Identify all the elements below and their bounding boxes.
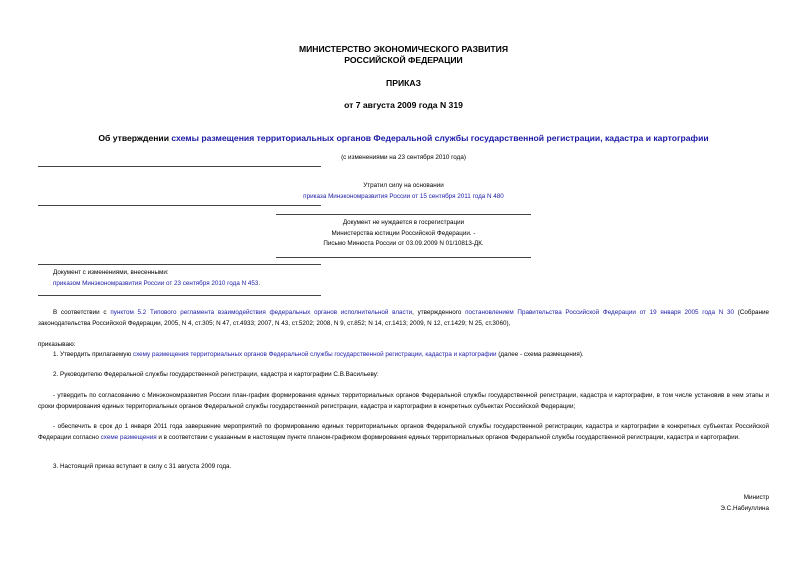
divider bbox=[38, 166, 321, 167]
amended-note: (с изменениями на 23 сентября 2010 года) bbox=[341, 154, 466, 161]
doc-type: ПРИКАЗ bbox=[386, 78, 421, 88]
item-1-text-a: 1. Утвердить прилагаемую bbox=[53, 351, 133, 358]
item-2b bbox=[38, 422, 769, 443]
item-1 bbox=[53, 350, 773, 361]
regulation-link[interactable]: пунктом 5.2 Типового регламента взаимодействия федеральных органов исполнительной власти bbox=[110, 309, 413, 316]
item-2a: - утвердить по согласованию с Минэкономразвития России план-график формирования единых территориальных органов Федеральной службы государственной регистрации, кадастра и картографии, в том числе установив в нем этапы и сроки формирования единых территориальных органов Федеральной службы государственной регистрации, кадастра и картографии в конкретных субъектах Российской Федерации; bbox=[38, 392, 769, 410]
title-prefix: Об утверждении bbox=[98, 133, 172, 143]
preamble-text-2: , утвержденного bbox=[412, 309, 466, 316]
divider bbox=[276, 257, 531, 258]
item-1-text-b: (далее - схема размещения). bbox=[496, 351, 584, 358]
registration-line-1: Документ не нуждается в госрегистрации bbox=[342, 219, 465, 226]
ministry-name bbox=[0, 44, 807, 66]
item-3: 3. Настоящий приказ вступает в силу с 31 августа 2009 года. bbox=[53, 463, 232, 470]
doc-date: от 7 августа 2009 года N 319 bbox=[344, 100, 463, 110]
signature-role: Министр bbox=[743, 494, 769, 501]
title-link[interactable]: схемы размещения территориальных органов Федеральной службы государственной регистрации, кадастра и картографии bbox=[171, 133, 709, 143]
changes-link[interactable]: приказом Минэкономразвития России от 23 сентября 2010 года N 453 bbox=[53, 279, 259, 287]
changes-note bbox=[53, 268, 353, 289]
item-2b-text-a: - обеспечить в срок до 1 января 2011 года завершение мероприятий по формированию единых территориальных органов Федеральной службы государственной регистрации, кадастра и картографии в конкретных субъектах Российской Федерации согласно bbox=[38, 423, 769, 441]
lost-force-text: Утратил силу на основании bbox=[363, 182, 444, 189]
lost-force-note bbox=[0, 181, 807, 202]
registration-note bbox=[276, 218, 531, 250]
item-2b-text-b: и в соответствии с указанным в настоящем пункте планом-графиком формирования единых территориальных органов Федеральной службы государственной регистрации, кадастра и картографии. bbox=[156, 433, 740, 441]
divider bbox=[38, 205, 321, 206]
preamble-text-3: (Собрание законодательства Российской Федерации, 2005, N 4, ст.305; N 47, ст.4933; 2007, N 43, ст.5202; 2008, N 9, ст.852; N 14, ст.1413; 2009, N 12, ст.1429; N 25, ст.3060), bbox=[38, 309, 769, 327]
ministry-line-2: РОССИЙСКОЙ ФЕДЕРАЦИИ bbox=[344, 55, 463, 65]
item-2: 2. Руководителю Федеральной службы государственной регистрации, кадастра и картографии С.В.Васильеву: bbox=[53, 371, 379, 378]
changes-suffix: . bbox=[258, 279, 261, 287]
preamble bbox=[38, 308, 769, 329]
registration-line-2: Министерства юстиции Российской Федерации. - bbox=[331, 229, 476, 237]
registration-line-3: Письмо Минюста России от 03.09.2009 N 01/10813-ДК. bbox=[323, 240, 484, 248]
scheme-placement-link[interactable]: схеме размещения bbox=[100, 433, 157, 441]
signature-name: Э.С.Набиуллина bbox=[720, 504, 769, 512]
preamble-text-1: В соответствии с bbox=[53, 309, 111, 316]
divider bbox=[38, 295, 321, 296]
resolution-link[interactable]: постановлением Правительства Российской Федерации от 19 января 2005 года N 30 bbox=[465, 309, 734, 316]
divider bbox=[38, 264, 321, 265]
ministry-line-1: МИНИСТЕРСТВО ЭКОНОМИЧЕСКОГО РАЗВИТИЯ bbox=[298, 44, 509, 54]
divider bbox=[276, 214, 531, 215]
signature bbox=[720, 493, 769, 514]
order-word: приказываю: bbox=[38, 341, 76, 348]
scheme-link[interactable]: схему размещения территориальных органов Федеральной службы государственной регистрации, кадастра и картографии bbox=[132, 351, 497, 358]
changes-text: Документ с изменениями, внесенными: bbox=[53, 269, 169, 276]
page-title bbox=[0, 133, 807, 144]
lost-force-link[interactable]: приказа Минэкономразвития России от 15 сентября 2011 года N 480 bbox=[303, 192, 504, 200]
